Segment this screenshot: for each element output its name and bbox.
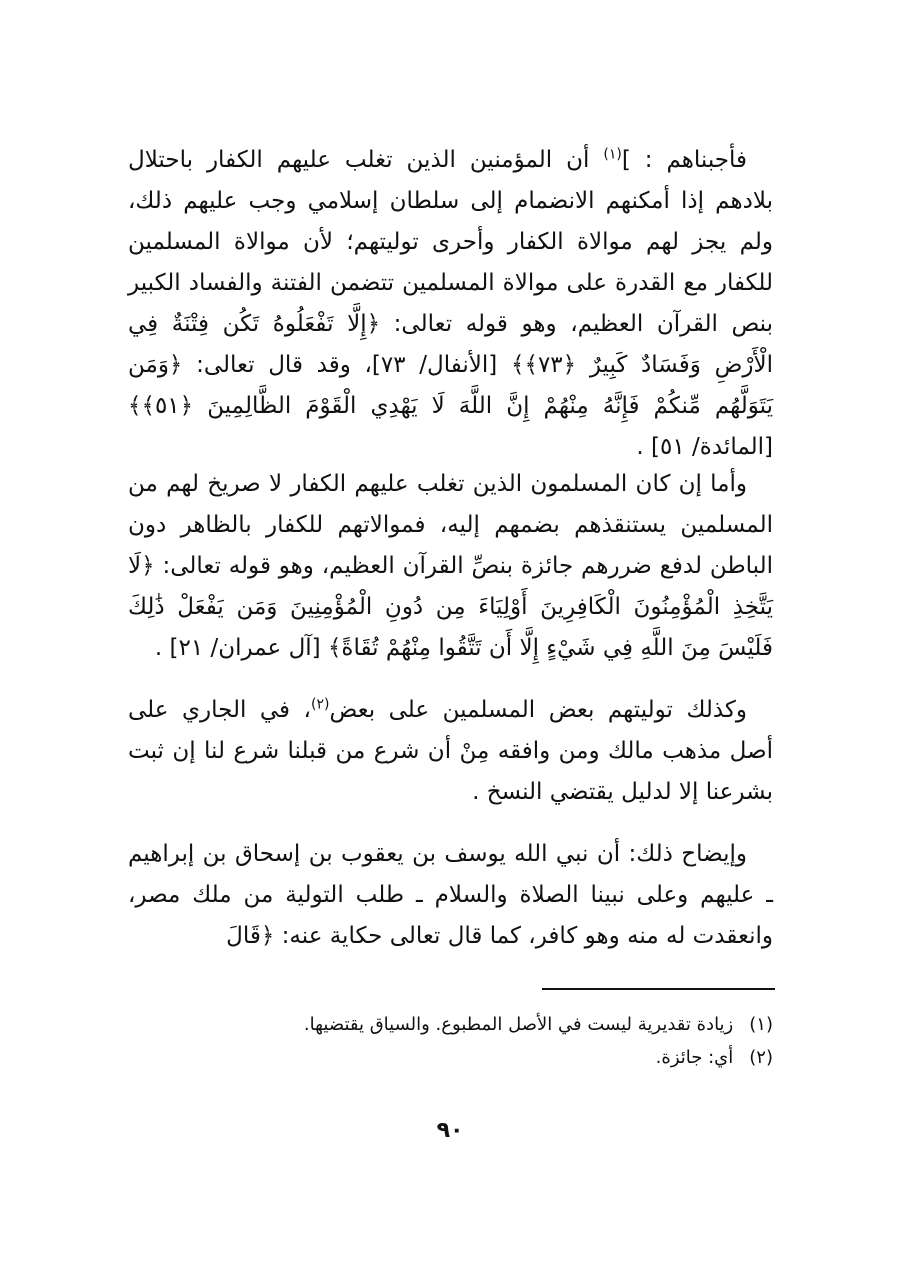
- paragraph-4-text: وإيضاح ذلك: أن نبي الله يوسف بن يعقوب بن إسحاق بن إبراهيم ـ عليهم وعلى نبينا الصلاة والسلام ـ طلب التولية من ملك مصر، وانعقدت له منه وهو كافر، كما قال تعالى حكاية عنه: ﴿قَالَ: [128, 841, 773, 949]
- paragraph-1-text-b: أن المؤمنين الذين تغلب عليهم الكفار باحتلال بلادهم إذا أمكنهم الانضمام إلى سلطان إسلامي وجب عليهم ذلك، ولم يجز لهم موالاة الكفار وأحرى توليتهم؛ لأن موالاة المسلمين للكفار مع القدرة على موالاة المسلمين تتضمن الفتنة والفساد الكبير بنص القرآن العظيم، وهو قوله تعالى: ﴿إِلَّا تَفْعَلُوهُ تَكُن فِتْنَةٌ فِي الْأَرْضِ وَفَسَادٌ كَبِيرٌ ﴿٧٣﴾﴾ [الأنفال/ ٧٣]، وقد قال تعالى: ﴿وَمَن يَتَوَلَّهُم مِّنكُمْ فَإِنَّهُ مِنْهُمْ إِنَّ اللَّهَ لَا يَهْدِي الْقَوْمَ الظَّالِمِينَ ﴿٥١﴾﴾ [المائدة/ ٥١] .: [128, 147, 774, 460]
- footnote-ref-2: (٢): [310, 696, 330, 713]
- paragraph-4: [128, 834, 773, 957]
- footnote-text: زيادة تقديرية ليست في الأصل المطبوع. والسياق يقتضيها.: [303, 1014, 734, 1035]
- footnote-number: (٢): [749, 1047, 773, 1068]
- paragraph-1: [128, 140, 773, 468]
- paragraph-2: [128, 464, 773, 669]
- paragraph-3: [128, 690, 773, 813]
- page-number: ٩٠: [436, 1118, 464, 1143]
- footnote-number: (١): [749, 1014, 773, 1035]
- paragraph-1-text-a: فأجبناهم : ]: [621, 147, 748, 173]
- footnotes-list: [128, 1008, 773, 1074]
- footnote-divider: [542, 988, 775, 990]
- paragraph-3-text-b: ، في الجاري على أصل مذهب مالك ومن وافقه مِنْ أن شرع من قبلنا شرع لنا إن ثبت بشرعنا إلا لدليل يقتضي النسخ .: [128, 697, 773, 805]
- footnote-ref-1: (١): [603, 146, 622, 163]
- paragraph-3-text-a: وكذلك توليتهم بعض المسلمين على بعض: [329, 697, 747, 723]
- footnote-item: [128, 1041, 773, 1074]
- footnote-text: أي: جائزة.: [655, 1047, 734, 1068]
- footnote-item: [128, 1008, 773, 1041]
- paragraph-2-text: وأما إن كان المسلمون الذين تغلب عليهم الكفار لا صريخ لهم من المسلمين يستنقذهم بضمهم إليه، فموالاتهم للكفار بالظاهر دون الباطن لدفع ضررهم جائزة بنصِّ القرآن العظيم، وهو قوله تعالى: ﴿لَا يَتَّخِذِ الْمُؤْمِنُونَ الْكَافِرِينَ أَوْلِيَاءَ مِن دُونِ الْمُؤْمِنِينَ وَمَن يَفْعَلْ ذَٰلِكَ فَلَيْسَ مِنَ اللَّهِ فِي شَيْءٍ إِلَّا أَن تَتَّقُوا مِنْهُمْ تُقَاةً﴾ [آل عمران/ ٢١] .: [128, 471, 773, 661]
